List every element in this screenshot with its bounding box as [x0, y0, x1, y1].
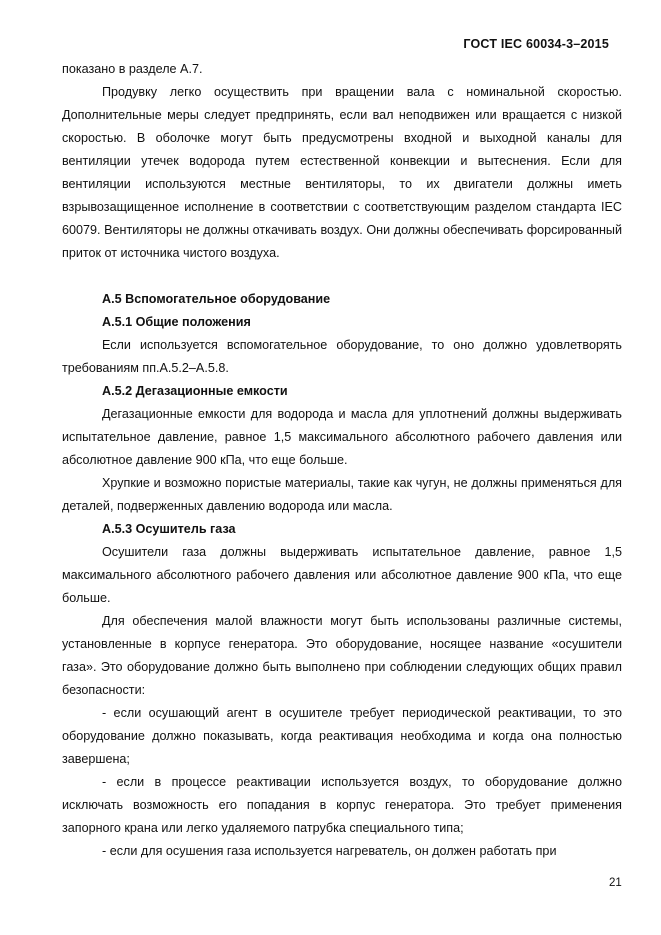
spacer — [62, 265, 622, 288]
document-body — [62, 58, 622, 863]
paragraph-a52-materials: Хрупкие и возможно пористые материалы, такие как чугун, не должны применяться для деталей, подверженных давлению водорода или масла. — [62, 476, 622, 513]
paragraph-purge: Продувку легко осуществить при вращении вала с номинальной скоростью. Дополнительные меры следует предпринять, если вал неподвижен или вращается с низкой скоростью. В оболочке могут быть предусмотрены входной и выходной каналы для вентиляции утечек водорода путем естественной конвекции и вытеснения. Если для вентиляции используются местные вентиляторы, то их двигатели должны иметь взрывозащищенное исполнение в соответствии с соответствующим разделом стандарта IEC 60079. Вентиляторы не должны откачивать воздух. Они должны обеспечивать форсированный приток от источника чистого воздуха. — [62, 85, 622, 260]
section-heading-a53: А.5.3 Осушитель газа — [102, 522, 236, 536]
paragraph-continued: показано в разделе А.7. — [62, 62, 203, 76]
paragraph-a53-systems: Для обеспечения малой влажности могут быть использованы различные системы, установленные в корпусе генератора. Это оборудование, носящее название «осушители газа». Это оборудование должно быть выполнено при соблюдении следующих общих правил безопасности: — [62, 614, 622, 697]
section-heading-a52: А.5.2 Дегазационные емкости — [102, 384, 288, 398]
list-item-air: - если в процессе реактивации используется воздух, то оборудование должно исключать возможность его попадания в корпус генератора. Это требует применения запорного крана или легко удаляемого патрубка специального типа; — [62, 775, 622, 835]
paragraph-a51: Если используется вспомогательное оборудование, то оно должно удовлетворять требованиям пп.А.5.2–А.5.8. — [62, 338, 622, 375]
paragraph-a53-pressure: Осушители газа должны выдерживать испытательное давление, равное 1,5 максимального абсолютного рабочего давления или абсолютное давление 900 кПа, что еще больше. — [62, 545, 622, 605]
section-heading-a51: А.5.1 Общие положения — [102, 315, 251, 329]
list-item-reactivation: - если осушающий агент в осушителе требует периодической реактивации, то это оборудование должно показывать, когда реактивация необходима и когда она полностью завершена; — [62, 706, 622, 766]
page-number: 21 — [609, 877, 622, 889]
paragraph-a52-pressure: Дегазационные емкости для водорода и масла для уплотнений должны выдерживать испытательное давление, равное 1,5 максимального абсолютного рабочего давления или абсолютное давление 900 кПа, что еще больше. — [62, 407, 622, 467]
section-heading-a5: А.5 Вспомогательное оборудование — [102, 292, 331, 306]
document-code-header: ГОСТ IEC 60034-3–2015 — [463, 37, 609, 51]
list-item-heater: - если для осушения газа используется нагреватель, он должен работать при — [102, 844, 557, 858]
